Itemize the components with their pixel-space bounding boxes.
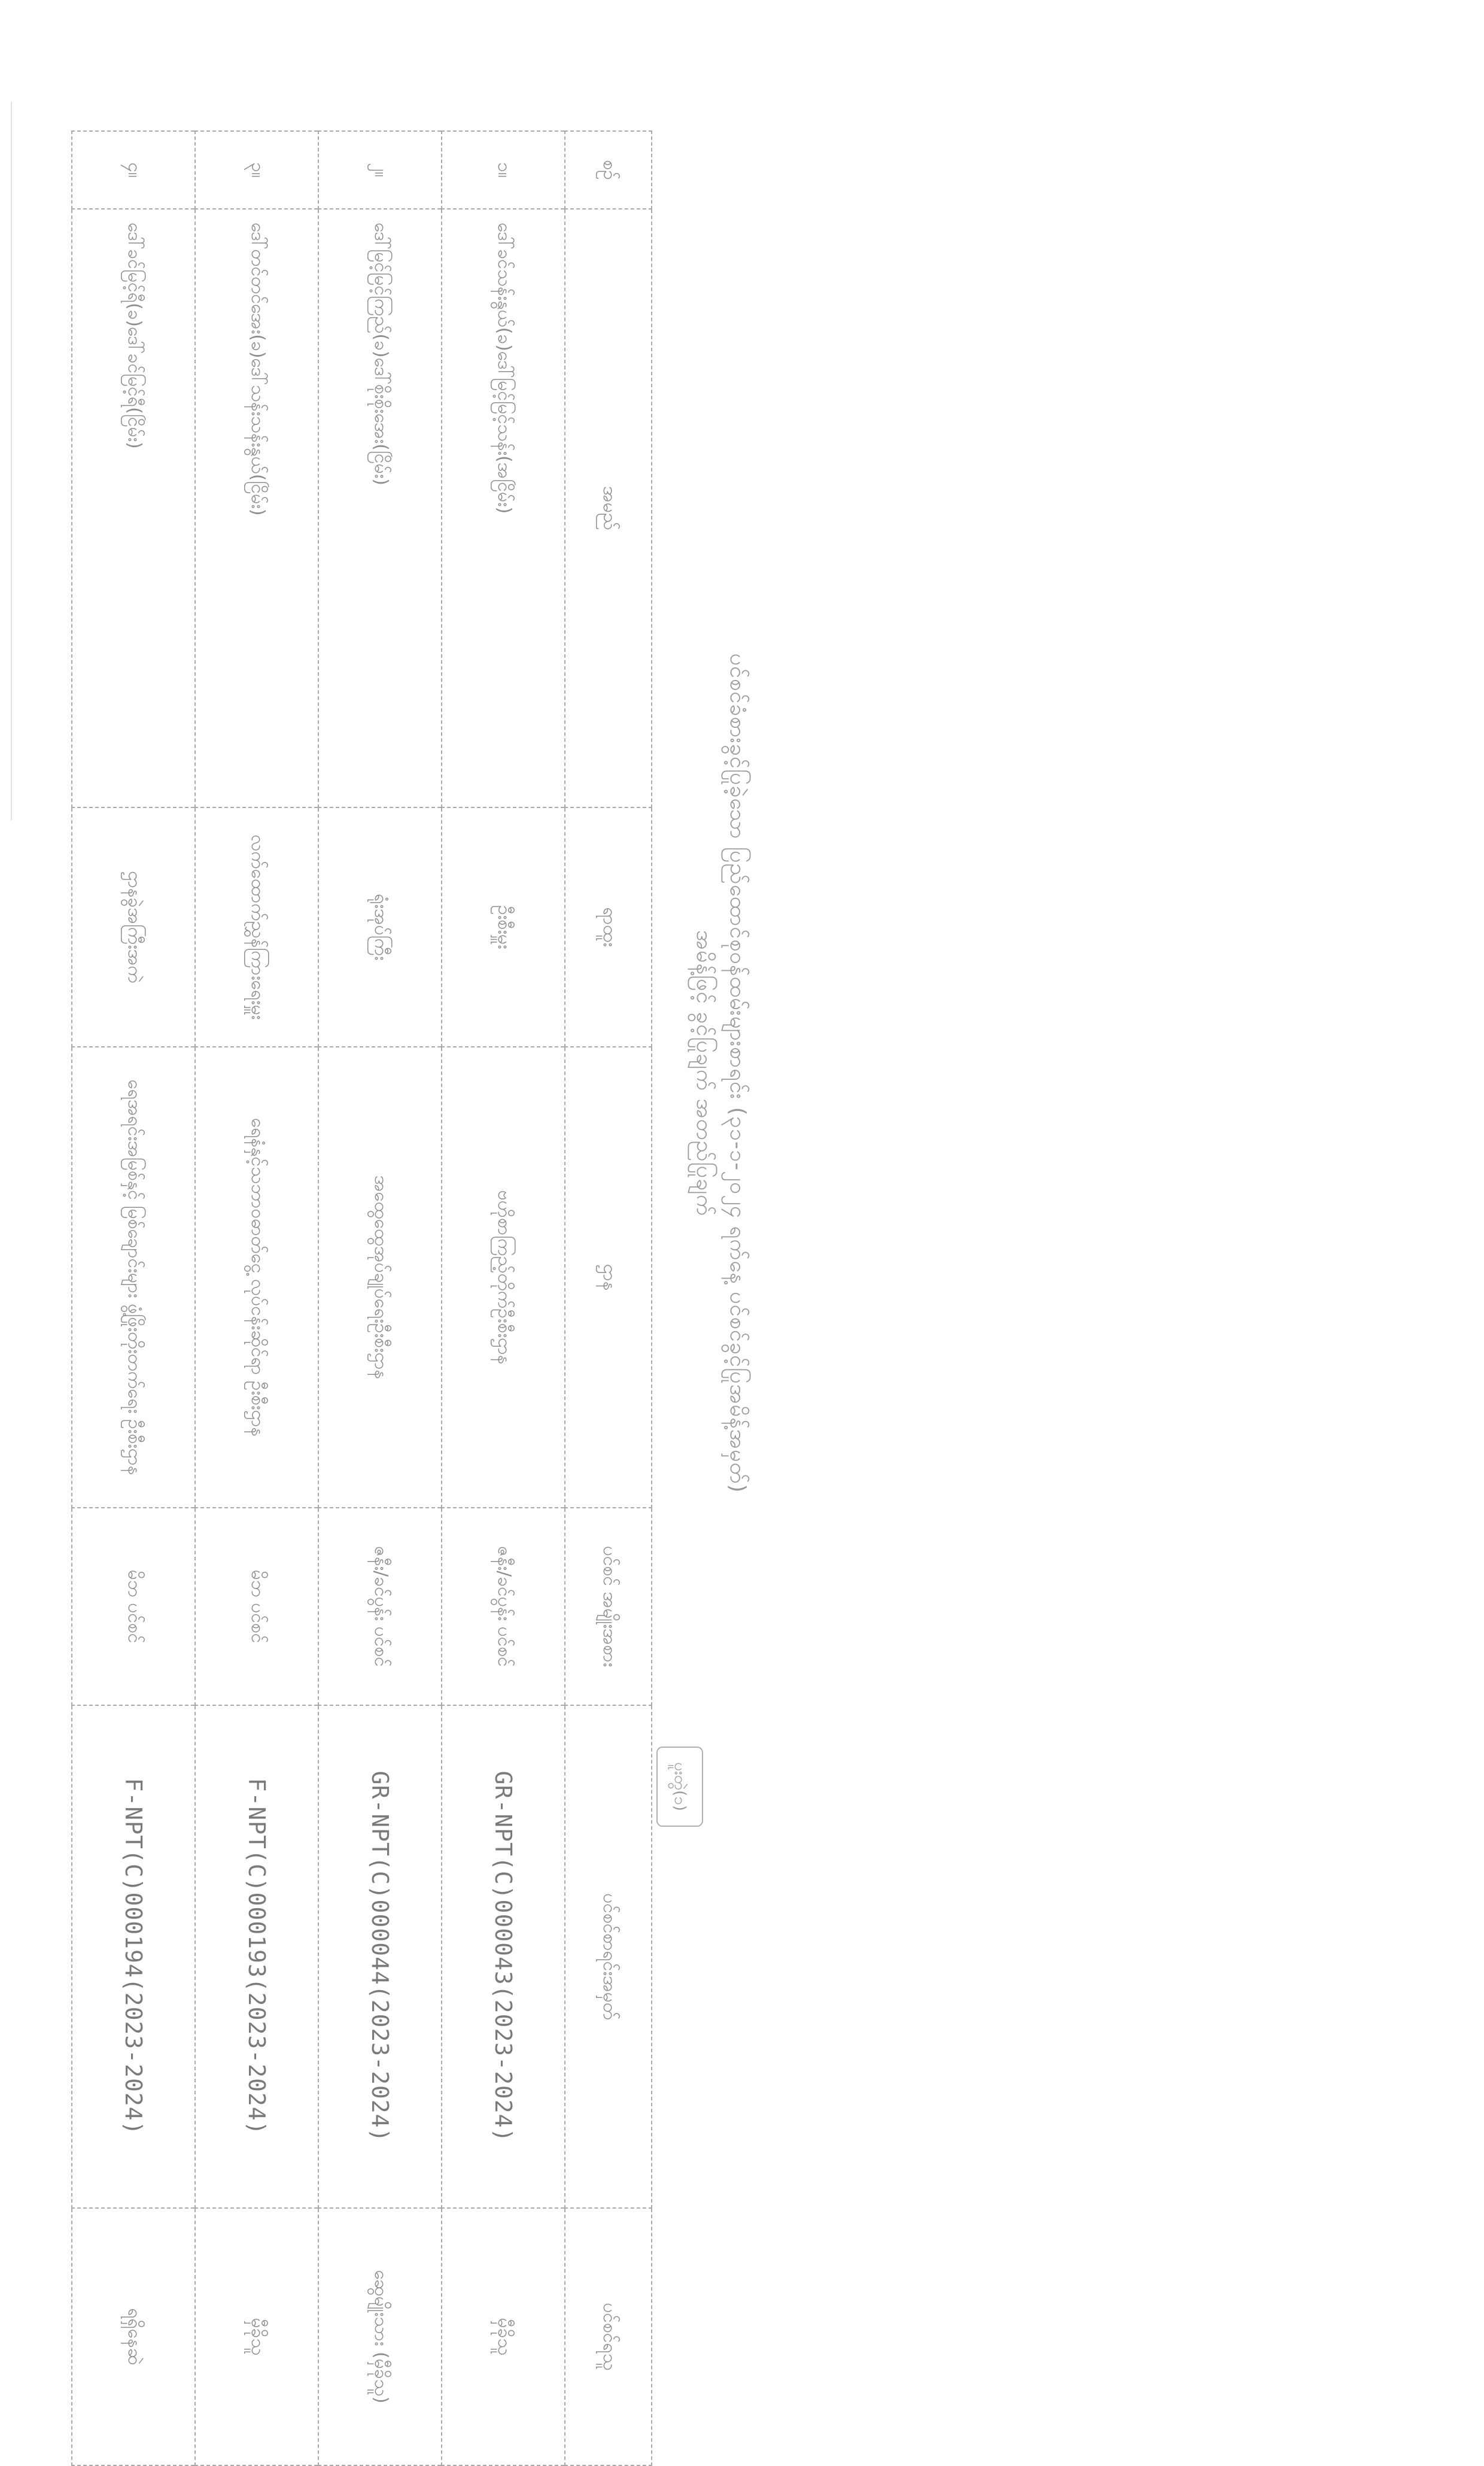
header-pay-type: ပင်စင် အမျိုးအစား (565, 1508, 652, 1705)
cell-rank: လက်ထောက်ညွှန်ကြားရေးမှူး (195, 807, 318, 1047)
cell-name: ဒေါ်တင်တင်အေး(ခ)ဒေါ်သန်းသန်းနွယ်(ငြိမ်း) (195, 209, 318, 807)
rotated-content (54, 130, 754, 2404)
cell-no: ၃။ (195, 131, 318, 209)
table-row (195, 131, 318, 2465)
cell-status: ရရှိနေဆဲ (72, 2208, 195, 2465)
cell-dept: ရေနံနှင့်သဘာဝဓာတ်ငွေ့ လုပ်ငန်းဆိုင်ရာ ဦးစီးဌာန (195, 1047, 318, 1508)
cell-rank: ဦးစီးမှူး (442, 807, 565, 1047)
cell-name: ဒေါ်မြင့်မြင့်ကြည်(ခ)ဒေါ်စိုးစိုးအေး(ငြိမ်း) (318, 209, 442, 807)
header-status: ပင်စင်ရသူ (565, 2208, 652, 2465)
pension-table (71, 130, 652, 2466)
cell-no: ၁။ (442, 131, 565, 209)
cell-pay-type: မိဘ ပင်စင် (195, 1508, 318, 1705)
cell-status: မှီခိုသူ (442, 2208, 565, 2465)
table-header-row (565, 131, 652, 2465)
cell-rank: ရုံးအုပ်ကြီး (318, 807, 442, 1047)
header-rank: ရာထူး (565, 807, 652, 1047)
cell-dept: ဗဟိုစာကြည့်တိုက်ဦးစီးဌာန (442, 1047, 565, 1508)
header-no: စဉ် (565, 131, 652, 209)
cell-dept: ရေအရင်းအမြစ်နှင့် မြစ်ချောင်းများ ဖွံ့ဖြိုးတိုးတက်ရေး ဦးစီးဌာန (72, 1047, 195, 1508)
table-row (442, 131, 565, 2465)
cell-status: ဆွေမျိုးသား (မှီခိုသူ) (318, 2208, 442, 2465)
cell-no: ၄။ (72, 131, 195, 209)
table-row (318, 131, 442, 2465)
scan-edge-mark (11, 102, 12, 820)
cell-name: ဒေါ်ခင်မြင့်ရီ(ခ)ဒေါ်ခင်မြင့်ရီ(ငြိမ်း) (72, 209, 195, 807)
cell-pay-type: ဇနီး/ခင်ပွန်း ပင်စင် (442, 1508, 565, 1705)
document-title (687, 130, 754, 2016)
cell-no: ၂။ (318, 131, 442, 209)
cell-code: GR-NPT(C)000044(2023-2024) (318, 1705, 442, 2208)
title-line-2: အမိန့်ဖြင့် ခွင့်ပြုချက် အတည်ပြုချက် (692, 930, 716, 1217)
cell-code: F-NPT(C)000193(2023-2024) (195, 1705, 318, 2208)
header-name: အမည် (565, 209, 652, 807)
cell-rank: ဌာနခွဲအကြီးအကဲ (72, 807, 195, 1047)
table-row (72, 131, 195, 2465)
title-line-1: ပင်စင်ခံစားခွင့်ပြုခဲ့သော ပြည်ထောင်စုဝန်ထမ်းများစာရင်း (၃၁-၁-၂၀၂၄ ရက်နေ့ ပင်စင်ခွင့်ပြုအမိန့်အမှတ်) (725, 653, 750, 1493)
cell-code: F-NPT(C)000194(2023-2024) (72, 1705, 195, 2208)
cell-dept: အထွေထွေအုပ်ချုပ်ရေးဦးစီးဌာန (318, 1047, 442, 1508)
cell-status: မှီခိုသူ (195, 2208, 318, 2465)
cell-pay-type: မိဘ ပင်စင် (72, 1508, 195, 1705)
cell-name: ဒေါ်ခင်သန်းနွယ်(ခ)ဒေါ်မြင့်မြင့်သန်း(အငြိမ်း) (442, 209, 565, 807)
header-code: ပင်စင်စာရင်းအမှတ် (565, 1705, 652, 2208)
cell-code: GR-NPT(C)000043(2023-2024) (442, 1705, 565, 2208)
annex-label: ပူးတွဲ(၁) (656, 1747, 703, 1827)
cell-pay-type: ဇနီး/ခင်ပွန်း ပင်စင် (318, 1508, 442, 1705)
header-dept: ဌာန (565, 1047, 652, 1508)
